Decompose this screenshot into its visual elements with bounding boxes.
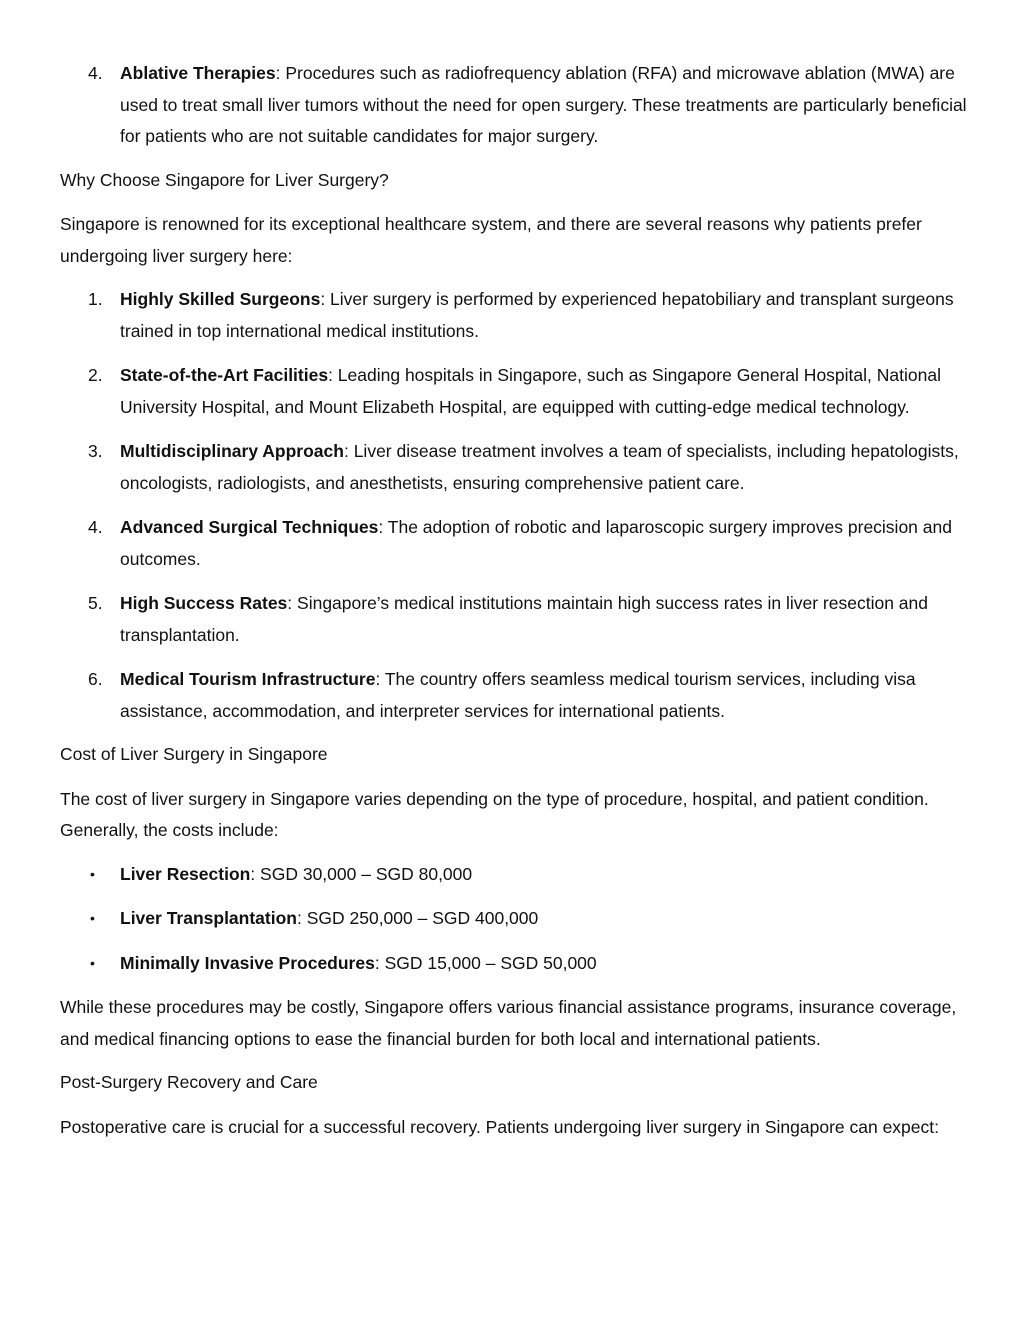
item-text: : SGD 250,000 – SGD 400,000: [296, 908, 539, 928]
list-item: [60, 859, 970, 891]
list-number: 2.: [88, 365, 103, 385]
paragraph: Singapore is renowned for its exceptional healthcare system, and there are several reasons why patients prefer undergoing liver surgery here:: [60, 214, 922, 266]
item-title: Medical Tourism Infrastructure: [120, 669, 376, 689]
item-text: : The adoption of robotic and laparoscopic surgery improves precision and outcomes.: [120, 517, 952, 569]
list-item: [60, 284, 970, 347]
bullet-icon: •: [90, 954, 95, 971]
item-text: : The country offers seamless medical tourism services, including visa assistance, accommodation, and interpreter services for international patients.: [120, 669, 916, 721]
item-text: : SGD 30,000 – SGD 80,000: [250, 863, 473, 884]
list-number: 4.: [88, 63, 103, 83]
item-title: Multidisciplinary Approach: [120, 441, 344, 461]
paragraph: Postoperative care is crucial for a successful recovery. Patients undergoing liver surgery in Singapore can expect:: [60, 1116, 939, 1137]
list-number: 4.: [88, 517, 103, 537]
list-item: [60, 588, 970, 651]
item-text: : Singapore’s medical institutions maintain high success rates in liver resection and transplantation.: [120, 593, 928, 645]
item-title: Minimally Invasive Procedures: [120, 952, 375, 973]
treatment-list: [60, 58, 970, 153]
document-page: [60, 58, 970, 1143]
list-item: [60, 664, 970, 727]
item-title: Liver Transplantation: [120, 908, 297, 928]
list-item: [60, 903, 970, 935]
list-item: [60, 436, 970, 499]
list-item: [60, 948, 970, 980]
section-heading: Post-Surgery Recovery and Care: [60, 1072, 318, 1092]
list-number: 5.: [88, 593, 103, 613]
item-title: Liver Resection: [120, 863, 251, 884]
item-title: High Success Rates: [120, 593, 288, 613]
bullet-icon: •: [90, 865, 95, 882]
cost-list: [60, 859, 970, 980]
item-title: Highly Skilled Surgeons: [120, 289, 321, 309]
section-heading: Cost of Liver Surgery in Singapore: [60, 744, 328, 764]
reasons-list: [60, 284, 970, 727]
list-item: [60, 360, 970, 423]
item-title: Ablative Therapies: [120, 63, 276, 83]
bullet-icon: •: [90, 910, 95, 926]
list-number: 3.: [88, 441, 103, 461]
paragraph: While these procedures may be costly, Singapore offers various financial assistance programs, insurance coverage, and medical financing options to ease the financial burden for both local and international patients.: [60, 997, 957, 1049]
item-text: : Liver surgery is performed by experienced hepatobiliary and transplant surgeons trained in top international medical institutions.: [120, 289, 954, 341]
item-title: Advanced Surgical Techniques: [120, 517, 379, 537]
list-number: 1.: [88, 289, 103, 309]
item-text: : Procedures such as radiofrequency ablation (RFA) and microwave ablation (MWA) are used to treat small liver tumors without the need for open surgery. These treatments are particularly beneficial for patients who are not suitable candidates for major surgery.: [120, 63, 967, 146]
item-text: : SGD 15,000 – SGD 50,000: [374, 952, 597, 973]
paragraph: The cost of liver surgery in Singapore varies depending on the type of procedure, hospital, and patient condition. Generally, the costs include:: [60, 788, 929, 840]
item-title: State-of-the-Art Facilities: [120, 365, 329, 385]
item-text: : Leading hospitals in Singapore, such as Singapore General Hospital, National University Hospital, and Mount Elizabeth Hospital, are equipped with cutting-edge medical technology.: [120, 365, 941, 417]
section-heading: Why Choose Singapore for Liver Surgery?: [60, 169, 389, 190]
list-item: [60, 58, 970, 153]
item-text: : Liver disease treatment involves a team of specialists, including hepatologists, oncologists, radiologists, and anesthetists, ensuring comprehensive patient care.: [120, 441, 959, 493]
list-item: [60, 512, 970, 575]
list-number: 6.: [88, 669, 103, 689]
